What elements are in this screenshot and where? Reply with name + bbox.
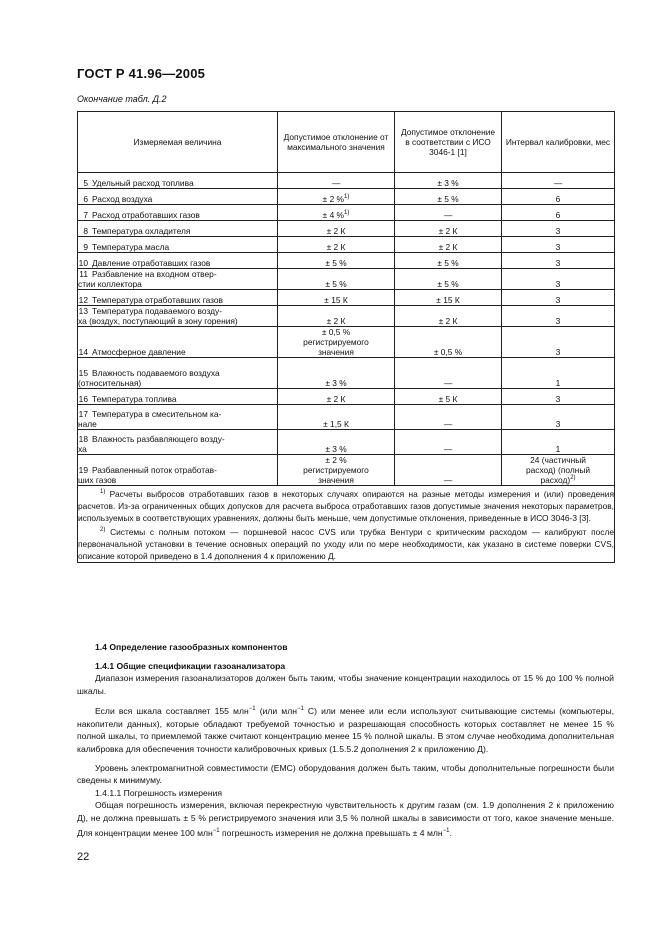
cell: 3 <box>502 327 615 358</box>
row-label: Температура масла <box>92 242 170 252</box>
cell: ± 0,5 % <box>321 327 351 337</box>
table-row <box>78 237 615 253</box>
footnote-mark: 1) <box>344 210 350 217</box>
header-cell: Интервал калибровки, мес <box>502 112 615 173</box>
table-caption: Окончание табл. Д.2 <box>77 94 167 104</box>
table-row <box>78 205 615 221</box>
row-number: 13 <box>78 306 88 316</box>
row-label: Влажность подаваемого воздуха <box>92 368 220 378</box>
cell: 3 <box>502 253 615 269</box>
cell: ± 2 % <box>322 194 344 204</box>
row-number: 5 <box>83 178 88 188</box>
row-number: 8 <box>83 226 88 236</box>
cell: значения <box>318 475 354 485</box>
cell: регистрируемого <box>303 337 369 347</box>
cell: ± 2 К <box>278 389 395 405</box>
cell: ± 2 К <box>395 306 502 327</box>
cell: 3 <box>502 389 615 405</box>
row-number: 15 <box>78 368 88 378</box>
cell: ± 2 К <box>395 237 502 253</box>
table-row <box>78 253 615 269</box>
cell: ± 5 % <box>278 269 395 290</box>
cell: ± 3 % <box>278 358 395 389</box>
row-label: (относительная) <box>78 378 142 388</box>
row-label: Давление отработавших газов <box>92 258 211 268</box>
paragraph: 1.4.1.1 Погрешность измерения <box>95 787 223 798</box>
cell: расход) (полный <box>525 465 591 475</box>
cell: регистрируемого <box>303 465 369 475</box>
cell: — <box>395 358 502 389</box>
cell: ± 3 % <box>278 430 395 455</box>
cell: — <box>395 455 502 486</box>
table-row <box>78 269 615 290</box>
cell: ± 2 К <box>395 221 502 237</box>
row-label: ших газов <box>78 475 117 485</box>
cell: значения <box>318 347 354 357</box>
row-label: Удельный расход топлива <box>92 178 194 188</box>
footnote-text: Расчеты выбросов отработавших газов в некоторых случаях опираются на разные методы измерения и (или) проведения расчетов. Из-за ограниченных общих допусков для расчета выброса отработавших газов допустимые значения некоторых параметров, используемых в соответствующих уравнениях, должны быть меньше, чем допустимые отклонения, приведенные в ИСО 3046-3 [3]. <box>78 488 614 523</box>
cell: ± 4 % <box>322 210 344 220</box>
row-number: 18 <box>78 434 88 444</box>
cell: 6 <box>502 205 615 221</box>
subsection-heading: 1.4.1 Общие спецификации газоанализатора <box>95 660 286 671</box>
cell: ± 2 К <box>278 306 395 327</box>
table-row <box>78 389 615 405</box>
cell: ± 0,5 % <box>395 327 502 358</box>
cell: 1 <box>502 430 615 455</box>
row-number: 10 <box>78 258 88 268</box>
row-label: Расход отработавших газов <box>92 210 200 220</box>
cell: ± 3 % <box>395 173 502 189</box>
footnote-mark: 2) <box>570 475 576 482</box>
paragraph: Если вся шкала составляет 155 млн$^{-1}$ (или млн$^{-1}$ C) или менее или если используют считывающие системы (компьютеры, накопители данных), которые обладают требуемой точностью и разрешающая способность которых составляет не менее 15 % полной шкалы, то приемлемой также считают концентрацию менее 15 % полной шкалы. В этом случае необходима дополнительная калибровка для обеспечения точности калибровочных кривых (1.5.5.2 дополнения 2 к приложению Д). <box>77 706 615 755</box>
row-label: Влажность разбавляющего возду- <box>92 434 225 444</box>
row-label: Температура отработавших газов <box>92 295 223 305</box>
table-row <box>78 430 615 455</box>
row-number: 16 <box>78 394 88 404</box>
cell: 3 <box>502 306 615 327</box>
cell: ± 5 % <box>395 189 502 205</box>
header-cell: Допустимое отклонение от максимального значения <box>278 112 395 173</box>
row-label: Атмосферное давление <box>92 347 186 357</box>
row-number: 7 <box>83 210 88 220</box>
header-cell: Допустимое отклонение в соответствии с ИСО 3046-1 [1] <box>395 112 502 173</box>
table-row <box>78 358 615 389</box>
cell: ± 5 % <box>395 269 502 290</box>
row-number: 17 <box>78 409 88 419</box>
row-number: 12 <box>78 295 88 305</box>
cell: — <box>395 205 502 221</box>
cell: ± 1,5 К <box>278 405 395 430</box>
table-notes-row <box>78 486 615 563</box>
cell: 3 <box>502 405 615 430</box>
table-header-row <box>78 112 615 173</box>
footnote-mark: 1) <box>100 489 106 495</box>
table-row <box>78 455 615 486</box>
section-heading: 1.4 Определение газообразных компонентов <box>95 642 288 652</box>
table-row <box>78 290 615 306</box>
paragraph: Уровень электромагнитной совместимости (ЕМС) оборудования должен быть таким, чтобы дополнительные погрешности были сведены к минимуму. <box>77 762 614 786</box>
row-number: 6 <box>83 194 88 204</box>
row-label: ха <box>78 444 87 454</box>
cell: — <box>502 173 615 189</box>
cell: — <box>278 173 395 189</box>
cell: — <box>395 405 502 430</box>
row-number: 9 <box>83 242 88 252</box>
table-row <box>78 173 615 189</box>
footnote-2 <box>78 524 614 562</box>
table-row <box>78 327 615 358</box>
cell: ± 2 К <box>278 237 395 253</box>
row-label: ха (воздух, поступающий в зону горения) <box>78 316 238 326</box>
cell: 3 <box>502 290 615 306</box>
cell: 1 <box>502 358 615 389</box>
row-label: Разбавленный поток отработав- <box>92 465 217 475</box>
cell: 3 <box>502 221 615 237</box>
footnote-1 <box>78 486 614 524</box>
row-number: 11 <box>79 269 88 279</box>
cell: ± 5 К <box>395 389 502 405</box>
header-cell: Измеряемая величина <box>78 112 278 173</box>
row-label: стии коллектора <box>78 279 142 289</box>
cell: ± 2 К <box>278 221 395 237</box>
row-label: Расход воздуха <box>92 194 153 204</box>
document-header: ГОСТ Р 41.96—2005 <box>77 66 206 81</box>
table-row <box>78 221 615 237</box>
row-label: Температура топлива <box>92 394 177 404</box>
row-label: нале <box>78 419 97 429</box>
footnote-mark: 2) <box>100 526 106 533</box>
cell: 3 <box>502 237 615 253</box>
footnote-text: Системы с полным потоком — поршневой насос CVS или трубка Вентури с критическим расходом — калибруют после первоначальной установки в течение основных операций по уходу или по мере необходимости, как указано в системе поверки CVS, описание которой приведено в 1.4 дополнения 4 к приложению Д. <box>78 526 614 561</box>
row-label: Разбавление на входном отвер- <box>92 269 217 279</box>
cell: ± 2 % <box>325 455 347 465</box>
body-text <box>77 641 614 839</box>
paragraph: Диапазон измерения газоанализаторов должен быть таким, чтобы значение концентрации находилось от 15 % до 100 % полной шкалы. <box>77 673 614 696</box>
cell: ± 15 К <box>395 290 502 306</box>
cell: 3 <box>502 269 615 290</box>
footnote-mark: 1) <box>344 194 350 201</box>
cell: — <box>395 430 502 455</box>
row-number: 14 <box>78 347 88 357</box>
row-label: Температура охладителя <box>92 226 191 236</box>
table-row <box>78 306 615 327</box>
table-row <box>78 405 615 430</box>
cell: ± 5 % <box>278 253 395 269</box>
cell: 24 (частичный <box>530 455 586 465</box>
page-number: 22 <box>77 851 90 863</box>
calibration-table <box>77 111 615 563</box>
row-label: Температура подаваемого возду- <box>92 306 222 316</box>
cell: ± 15 К <box>278 290 395 306</box>
cell: расход) <box>540 475 571 485</box>
cell: 6 <box>502 189 615 205</box>
paragraph: Общая погрешность измерения, включая перекрестную чувствительность к другим газам (см. 1.9 дополнения 2 к приложению Д), не должна превышать ± 5 % регистрируемого значения или 3,5 % полной шкалы в зависимости от того, какое значение меньше. Для концентрации менее 100 млн$^{-1}$ погрешность измерения не должна превышать ± 4 млн$^{-1}$. <box>77 800 614 838</box>
row-number: 19 <box>78 465 88 475</box>
row-label: Температура в смесительном ка- <box>92 409 222 419</box>
cell: ± 5 % <box>395 253 502 269</box>
table-row <box>78 189 615 205</box>
